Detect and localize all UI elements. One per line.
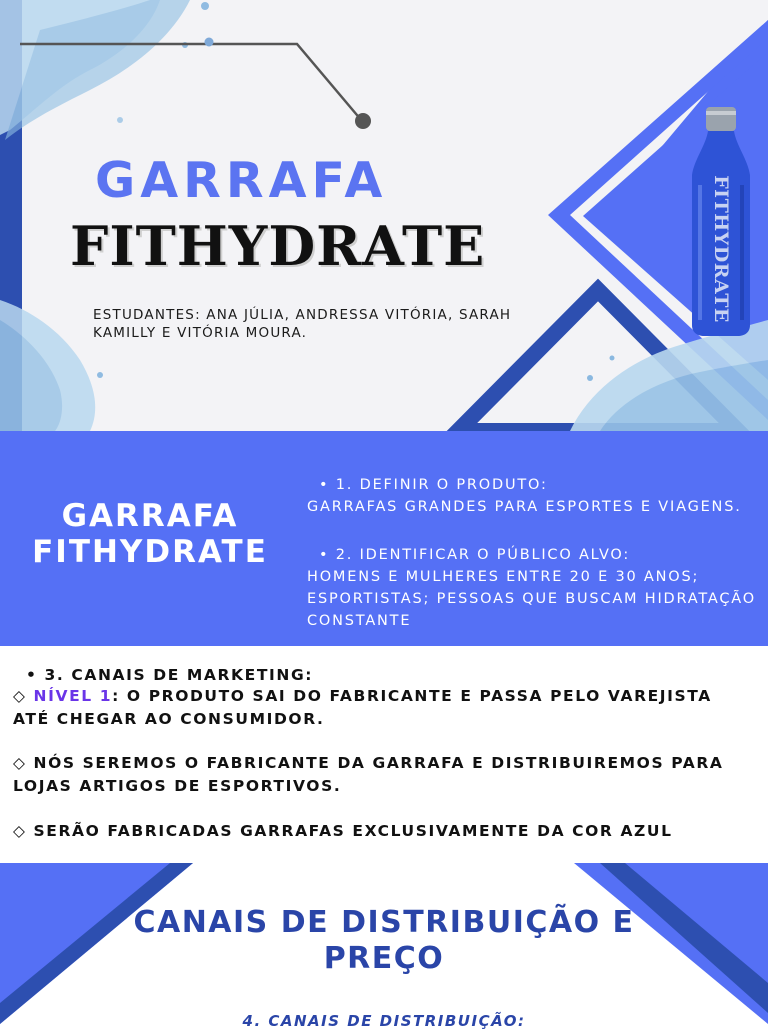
water-splash-top-left	[0, 0, 209, 140]
marketing-blue-only: ◇ SERÃO FABRICADAS GARRAFAS EXCLUSIVAMENTE DA COR AZUL	[13, 822, 673, 840]
diamond-bullet: ◇	[13, 687, 34, 705]
bottle-label: FITHYDRATE	[710, 175, 732, 323]
band-item-audience	[307, 544, 767, 632]
bottle-label-box	[688, 105, 754, 337]
band-item-head: • 2. IDENTIFICAR O PÚBLICO ALVO:	[319, 547, 631, 563]
marketing-level-1	[13, 685, 753, 731]
band-item-product	[307, 474, 767, 518]
distribution-subtitle: 4. CANAIS DE DISTRIBUIÇÃO:	[242, 1012, 526, 1030]
circuit-node-small	[205, 38, 214, 47]
marketing-manufacturer: ◇ NÓS SEREMOS O FABRICANTE DA GARRAFA E DISTRIBUIREMOS PARA LOJAS ARTIGOS DE ESPORTIVOS.	[13, 754, 724, 795]
level-text: : O PRODUTO SAI DO FABRICANTE E PASSA PELO VAREJISTA ATÉ CHEGAR AO CONSUMIDOR.	[13, 687, 712, 728]
band-item-body: HOMENS E MULHERES ENTRE 20 E 30 ANOS; ESPORTISTAS; PESSOAS QUE BUSCAM HIDRATAÇÃO CONSTANTE	[307, 569, 756, 629]
water-splash-left	[0, 300, 103, 431]
cover-title: GARRAFA	[95, 152, 388, 209]
band-item-head: • 1. DEFINIR O PRODUTO:	[319, 477, 548, 493]
circuit-node-end	[355, 113, 371, 129]
band-list	[307, 474, 767, 632]
level-highlight: NÍVEL 1	[33, 687, 113, 705]
students-text: ESTUDANTES: ANA JÚLIA, ANDRESSA VITÓRIA, SARAH KAMILLY E VITÓRIA MOURA.	[93, 307, 512, 341]
band-item-body: GARRAFAS GRANDES PARA ESPORTES E VIAGENS.	[307, 499, 742, 515]
band-title: GARRAFA FITHYDRATE	[32, 498, 268, 570]
marketing-heading: • 3. CANAIS DE MARKETING:	[26, 666, 314, 684]
distribution-title: CANAIS DE DISTRIBUIÇÃO E PREÇO	[133, 905, 635, 976]
cover-brand: FITHYDRATE	[70, 214, 486, 278]
